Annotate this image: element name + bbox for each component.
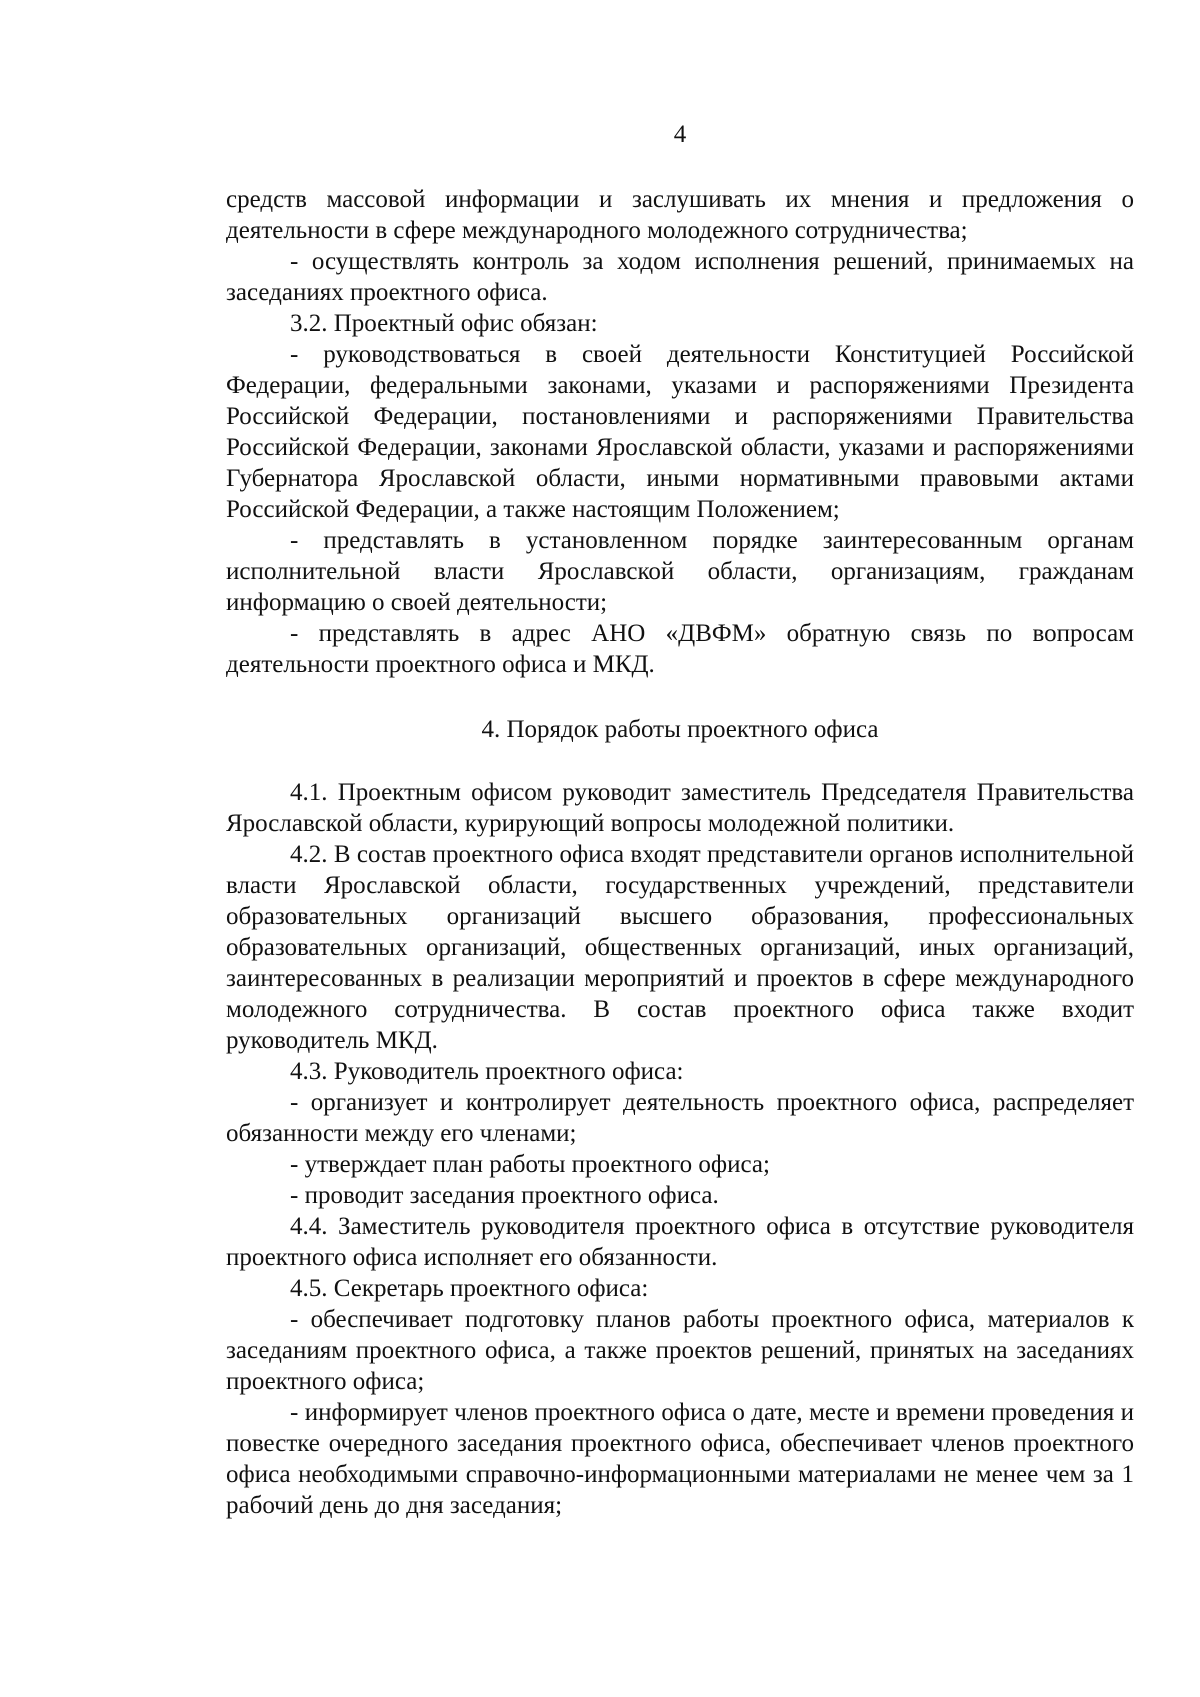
paragraph: - руководствоваться в своей деятельности Конституцией Российской Федерации, федеральными законами, указами и распоряжениями Президента Российской Федерации, постановлениями и распоряжениями Правительства Российской Федерации, законами Ярославской области, указами и распоряжениями Губернатора Ярославской области, иными нормативными правовыми актами Российской Федерации, а также настоящим Положением; [226, 341, 1134, 523]
document-body [226, 184, 1134, 1521]
paragraph: 4.1. Проектным офисом руководит заместитель Председателя Правительства Ярославской области, курирующий вопросы молодежной политики. [226, 779, 1134, 837]
paragraph: - информирует членов проектного офиса о дате, месте и времени проведения и повестке очередного заседания проектного офиса, обеспечивает членов проектного офиса необходимыми справочно-информационными материалами не менее чем за 1 рабочий день до дня заседания; [226, 1399, 1134, 1519]
paragraph: - проводит заседания проектного офиса. [290, 1182, 719, 1209]
paragraph: 4.5. Секретарь проектного офиса: [290, 1275, 649, 1302]
paragraph: 3.2. Проектный офис обязан: [290, 310, 598, 337]
paragraph: - утверждает план работы проектного офиса; [290, 1151, 770, 1178]
paragraph: 4.3. Руководитель проектного офиса: [290, 1058, 684, 1085]
paragraph: 4.4. Заместитель руководителя проектного офиса в отсутствие руководителя проектного офиса исполняет его обязанности. [226, 1213, 1134, 1271]
paragraph: средств массовой информации и заслушивать их мнения и предложения о деятельности в сфере международного молодежного сотрудничества; [226, 186, 1134, 244]
paragraph: - представлять в установленном порядке заинтересованным органам исполнительной власти Ярославской области, организациям, гражданам информацию о своей деятельности; [226, 527, 1134, 616]
paragraph: 4.2. В состав проектного офиса входят представители органов исполнительной власти Ярославской области, государственных учреждений, представители образовательных организаций высшего образования, профессиональных образовательных организаций, общественных организаций, иных организаций, заинтересованных в реализации мероприятий и проектов в сфере международного молодежного сотрудничества. В состав проектного офиса также входит руководитель МКД. [226, 841, 1134, 1054]
section-heading: 4. Порядок работы проектного офиса [481, 716, 879, 743]
page-number: 4 [673, 121, 687, 148]
paragraph: - обеспечивает подготовку планов работы проектного офиса, материалов к заседаниям проектного офиса, а также проектов решений, принятых на заседаниях проектного офиса; [226, 1306, 1134, 1395]
paragraph: - представлять в адрес АНО «ДВФМ» обратную связь по вопросам деятельности проектного офиса и МКД. [226, 620, 1134, 678]
paragraph: - организует и контролирует деятельность проектного офиса, распределяет обязанности между его членами; [226, 1089, 1134, 1147]
paragraph: - осуществлять контроль за ходом исполнения решений, принимаемых на заседаниях проектного офиса. [226, 248, 1134, 306]
